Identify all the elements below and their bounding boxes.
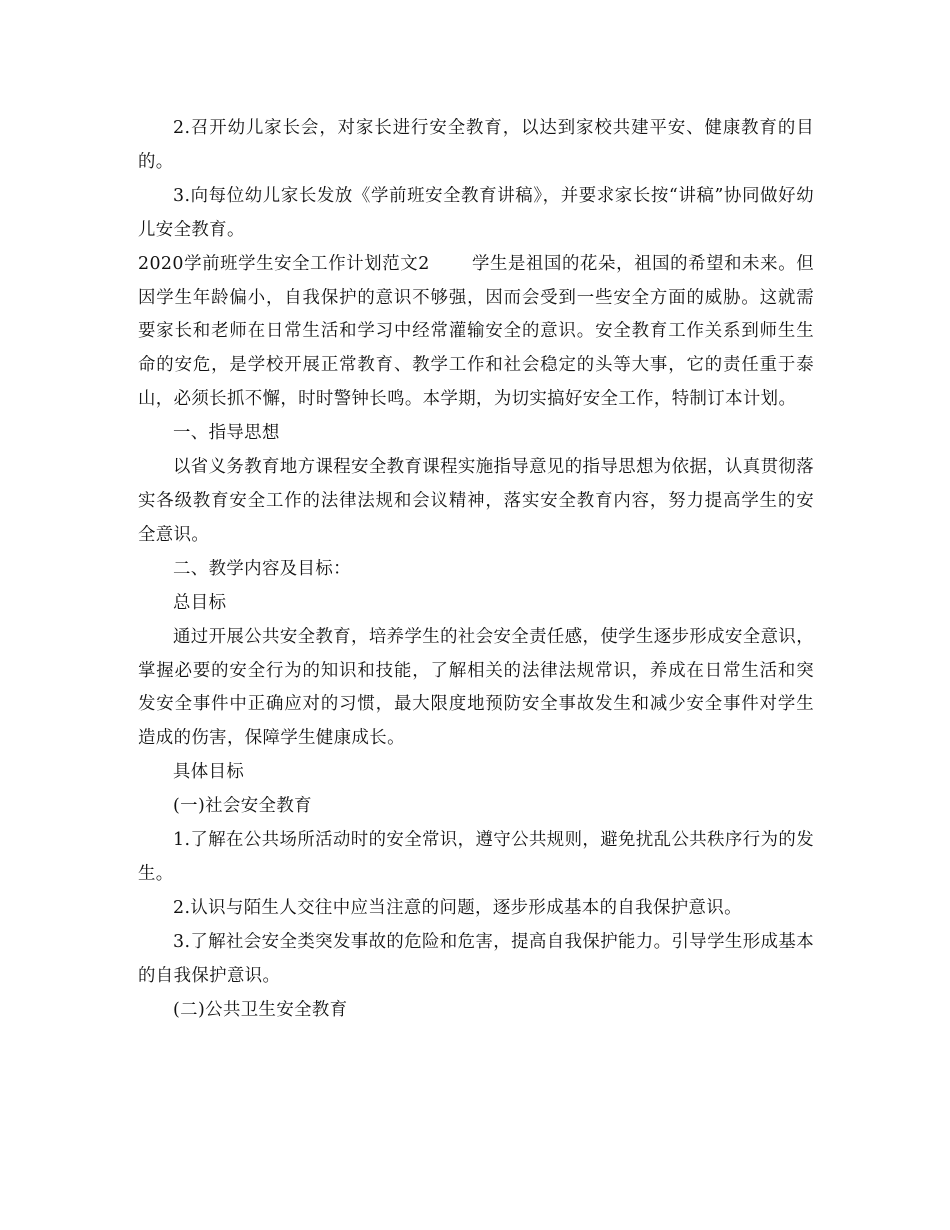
heading-social-safety: (一)社会安全教育 <box>173 796 312 817</box>
heading-specific-goals: 具体目标 <box>173 762 245 783</box>
paragraph-overall-goal: 通过开展公共安全教育，培养学生的社会安全责任感，使学生逐步形成安全意识，掌握必要的安全行为的知识和技能，了解相关的法律法规常识，养成在日常生活和突发安全事件中正确应对的习惯，最大限度地预防安全事故发生和减少安全事件对学生造成的伤害，保障学生健康成长。 <box>138 626 814 749</box>
item-social-emergencies: 3.了解社会安全类突发事故的危险和危害，提高自我保护能力。引导学生形成基本的自我保护意识。 <box>138 931 814 986</box>
item-public-places: 1.了解在公共场所活动时的安全常识，遵守公共规则，避免扰乱公共秩序行为的发生。 <box>138 830 814 884</box>
paragraph-plan-intro <box>138 248 814 418</box>
document-body <box>138 112 814 1027</box>
paragraph-handout: 3.向每位幼儿家长发放《学前班安全教育讲稿》，并要求家长按“讲稿”协同做好幼儿安全教育。 <box>138 185 814 240</box>
section-title: 2020学前班学生安全工作计划范文2 <box>138 253 430 274</box>
heading-guiding-thought: 一、指导思想 <box>173 423 280 444</box>
item-strangers: 2.认识与陌生人交往中应当注意的问题，逐步形成基本的自我保护意识。 <box>173 897 742 918</box>
paragraph-parent-meeting: 2.召开幼儿家长会，对家长进行安全教育，以达到家校共建平安、健康教育的目的。 <box>138 118 814 172</box>
intro-text: 学生是祖国的花朵，祖国的希望和未来。但因学生年龄偏小，自我保护的意识不够强，因而会受到一些安全方面的威胁。这就需要家长和老师在日常生活和学习中经常灌输安全的意识。安全教育工作关系到师生生命的安危，是学校开展正常教育、教学工作和社会稳定的头等大事，它的责任重于泰山，必须长抓不懈，时时警钟长鸣。本学期，为切实搞好安全工作，特制订本计划。 <box>138 253 814 410</box>
heading-public-health: (二)公共卫生安全教育 <box>173 999 348 1020</box>
heading-content-goals: 二、教学内容及目标： <box>173 558 351 579</box>
paragraph-guiding-thought: 以省义务教育地方课程安全教育课程实施指导意见的指导思想为依据，认真贯彻落实各级教育安全工作的法律法规和会议精神，落实安全教育内容，努力提高学生的安全意识。 <box>138 457 814 545</box>
heading-overall-goal: 总目标 <box>173 592 227 613</box>
